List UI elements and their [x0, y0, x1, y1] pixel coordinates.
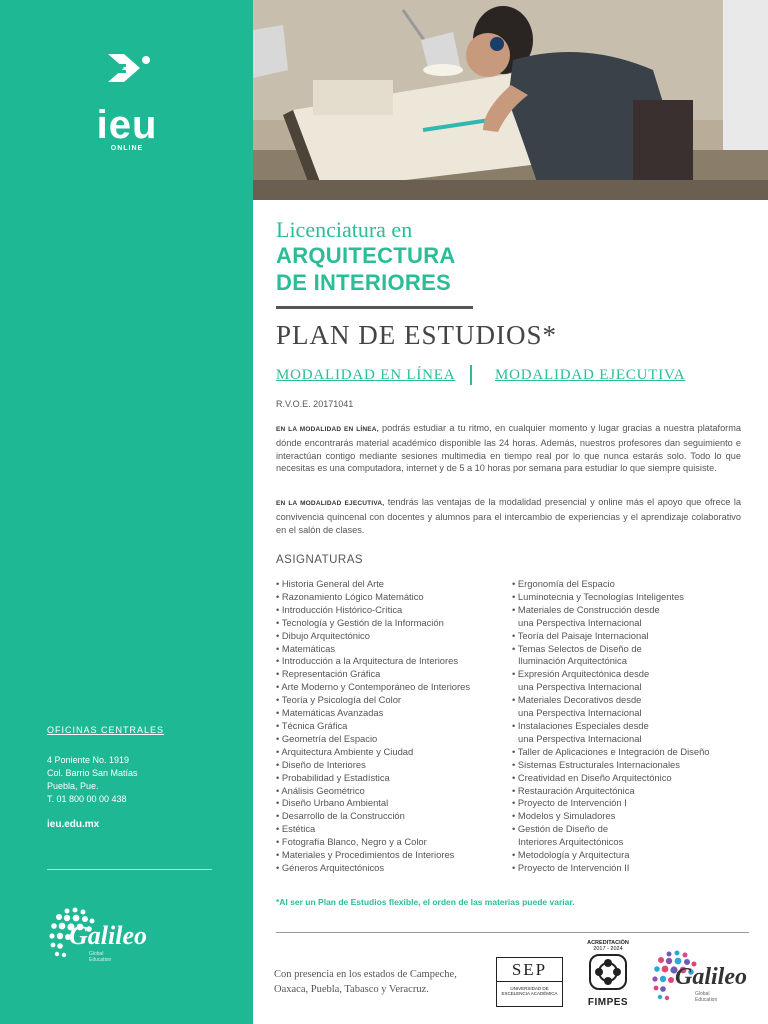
subject-item: • Teoría del Paisaje Internacional — [512, 629, 649, 641]
subject-item: • Sistemas Estructurales Internacionales — [512, 758, 680, 770]
modality-executive-link[interactable]: MODALIDAD EJECUTIVA — [495, 367, 686, 383]
subject-item: • Proyecto de Intervención I — [512, 797, 627, 809]
online-lead: EN LA MODALIDAD EN LÍNEA, — [276, 426, 379, 433]
subject-item: una Perspectiva Internacional — [518, 681, 642, 693]
subject-item: • Creatividad en Diseño Arquitectónico — [512, 771, 672, 783]
subject-item: • Introducción Histórico-Crítica — [276, 603, 403, 615]
office-phone: T. 01 800 00 00 438 — [47, 794, 127, 804]
degree-title — [276, 242, 456, 296]
executive-description — [276, 496, 741, 536]
ieu-arrow-icon — [102, 50, 152, 96]
fimpes-label: ACREDITACIÓN — [587, 940, 629, 946]
subject-item: • Tecnología y Gestión de la Información — [276, 616, 444, 628]
subject-item: • Gestión de Diseño de — [512, 823, 609, 835]
footer-divider — [276, 932, 749, 933]
subject-item: • Taller de Aplicaciones e Integración de Diseño — [512, 745, 710, 757]
rvoe-code: R.V.O.E. 20171041 — [276, 399, 354, 409]
sep-logo — [496, 957, 563, 1007]
hero-photo — [253, 0, 768, 200]
office-line: Col. Barrio San Matías — [47, 768, 138, 778]
subject-item: • Matemáticas — [276, 642, 336, 654]
fimpes-word: FIMPES — [587, 997, 629, 1008]
sep-subtitle-line: UNIVERSIDAD DE — [510, 986, 549, 991]
subject-item: • Temas Selectos de Diseño de — [512, 642, 642, 654]
main-content — [253, 200, 768, 1024]
footnote: *Al ser un Plan de Estudios flexible, el orden de las materias puede variar. — [276, 897, 575, 907]
online-description — [276, 422, 741, 475]
subject-item: • Materiales Decorativos desde — [512, 694, 642, 706]
office-line: 4 Poniente No. 1919 — [47, 755, 130, 765]
subject-item: • Probabilidad y Estadística — [276, 771, 390, 783]
presence-line: Con presencia en los estados de Campeche, — [274, 969, 457, 980]
degree-title-line: DE INTERIORES — [276, 270, 452, 295]
subjects-heading: ASIGNATURAS — [276, 554, 364, 566]
subject-item: • Análisis Geométrico — [276, 784, 365, 796]
subject-item: • Razonamiento Lógico Matemático — [276, 590, 424, 602]
subject-item: • Desarrollo de la Construcción — [276, 810, 405, 822]
subjects-list-left — [276, 578, 470, 875]
office-line: Puebla, Pue. — [47, 781, 99, 791]
subject-item: • Materiales de Construcción desde — [512, 603, 660, 615]
executive-text: tendrás las ventajas de la modalidad presencial y online más el apoyo que ofrece la convivencia quincenal con docentes y alumnos para el intercambio de experiencias y el aprendizaje colaborativo en el salón de clases. — [276, 497, 741, 535]
presence-text — [274, 967, 457, 997]
modality-separator — [470, 365, 472, 385]
sep-subtitle-line: EXCELENCIA ACADÉMICA — [501, 991, 558, 996]
subject-item: • Geometría del Espacio — [276, 732, 378, 744]
plan-title: PLAN DE ESTUDIOS* — [276, 320, 558, 350]
sidebar — [0, 0, 253, 1024]
subject-item: • Modelos y Simuladores — [512, 810, 616, 822]
subject-item: • Restauración Arquitectónica — [512, 784, 635, 796]
galileo-word: Galileo — [69, 921, 147, 950]
logo-sub: ONLINE — [110, 145, 144, 152]
galileo-tagline: Global Education — [89, 951, 112, 963]
office-title: OFICINAS CENTRALES — [47, 725, 165, 735]
subject-item: • Arte Moderno y Contemporáneo de Interiores — [276, 681, 471, 693]
subject-item: una Perspectiva Internacional — [518, 732, 642, 744]
subject-item: Interiores Arquitectónicos — [518, 836, 624, 848]
subject-item: • Materiales y Procedimientos de Interiores — [276, 849, 455, 861]
modality-online-link[interactable]: MODALIDAD EN LÍNEA — [276, 367, 456, 383]
subject-item: • Representación Gráfica — [276, 668, 381, 680]
subject-item: • Diseño de Interiores — [276, 758, 366, 770]
subject-item: • Géneros Arquitectónicos — [276, 861, 385, 873]
subject-item: • Expresión Arquitectónica desde — [512, 668, 650, 680]
subject-item: • Teoría y Psicología del Color — [276, 694, 402, 706]
galileo-logo-footer — [649, 948, 747, 1009]
subject-item: • Historia General del Arte — [276, 578, 385, 589]
office-address — [47, 754, 138, 806]
executive-lead: EN LA MODALIDAD EJECUTIVA, — [276, 500, 385, 507]
divider — [47, 869, 212, 870]
architect-drawing-illustration — [253, 0, 768, 200]
subject-item: • Introducción a la Arquitectura de Interiores — [276, 655, 459, 667]
sep-subtitle — [497, 986, 562, 996]
subject-item: una Perspectiva Internacional — [518, 616, 642, 628]
subject-item: • Diseño Urbano Ambiental — [276, 797, 389, 809]
subject-item: • Instalaciones Especiales desde — [512, 719, 649, 731]
fimpes-emblem-icon — [587, 952, 629, 992]
fimpes-years: 2017 - 2024 — [593, 946, 623, 952]
subject-item: • Ergonomía del Espacio — [512, 578, 615, 589]
subject-item: • Luminotecnia y Tecnologías Inteligentes — [512, 590, 684, 602]
galileo-tagline: Global Education — [695, 991, 718, 1003]
subject-item: • Matemáticas Avanzadas — [276, 707, 384, 719]
presence-line: Oaxaca, Puebla, Tabasco y Veracruz. — [274, 984, 429, 995]
subject-item: • Fotografía Blanco, Negro y a Color — [276, 836, 427, 848]
subject-item: • Dibujo Arquitectónico — [276, 629, 370, 641]
fimpes-logo — [581, 940, 635, 1008]
degree-title-line: ARQUITECTURA — [276, 243, 456, 268]
subject-item: • Técnica Gráfica — [276, 719, 348, 731]
subject-item: • Proyecto de Intervención II — [512, 861, 630, 873]
galileo-logo-sidebar — [45, 905, 147, 970]
ieu-logo — [92, 50, 162, 152]
subjects-list-right — [512, 578, 710, 875]
title-divider — [276, 306, 473, 309]
website-link[interactable]: ieu.edu.mx — [47, 819, 100, 830]
subject-item: una Perspectiva Internacional — [518, 707, 642, 719]
subject-item: Iluminación Arquitectónica — [518, 655, 627, 667]
sep-word: SEP — [497, 960, 562, 982]
subject-item: • Metodología y Arquitectura — [512, 849, 630, 861]
online-text: podrás estudiar a tu ritmo, en cualquier momento y lugar gracias a nuestra plataforma dónde encontrarás material académico disponible las 24 horas. Además, nuestros profesores dan seguimiento e interactúan contigo mediante sesiones multimedia en tiempo real por lo que nunca estarás solo. Todo lo que necesitas es una computadora, internet y de 5 a 10 horas por semana para estudiar lo que siempre quisiste. — [276, 423, 742, 474]
galileo-word: Galileo — [675, 964, 747, 990]
subject-item: • Estética — [276, 823, 316, 835]
logo-word: ieu — [96, 103, 158, 147]
degree-subtitle: Licenciatura en — [276, 217, 413, 242]
subject-item: • Arquitectura Ambiente y Ciudad — [276, 745, 414, 757]
